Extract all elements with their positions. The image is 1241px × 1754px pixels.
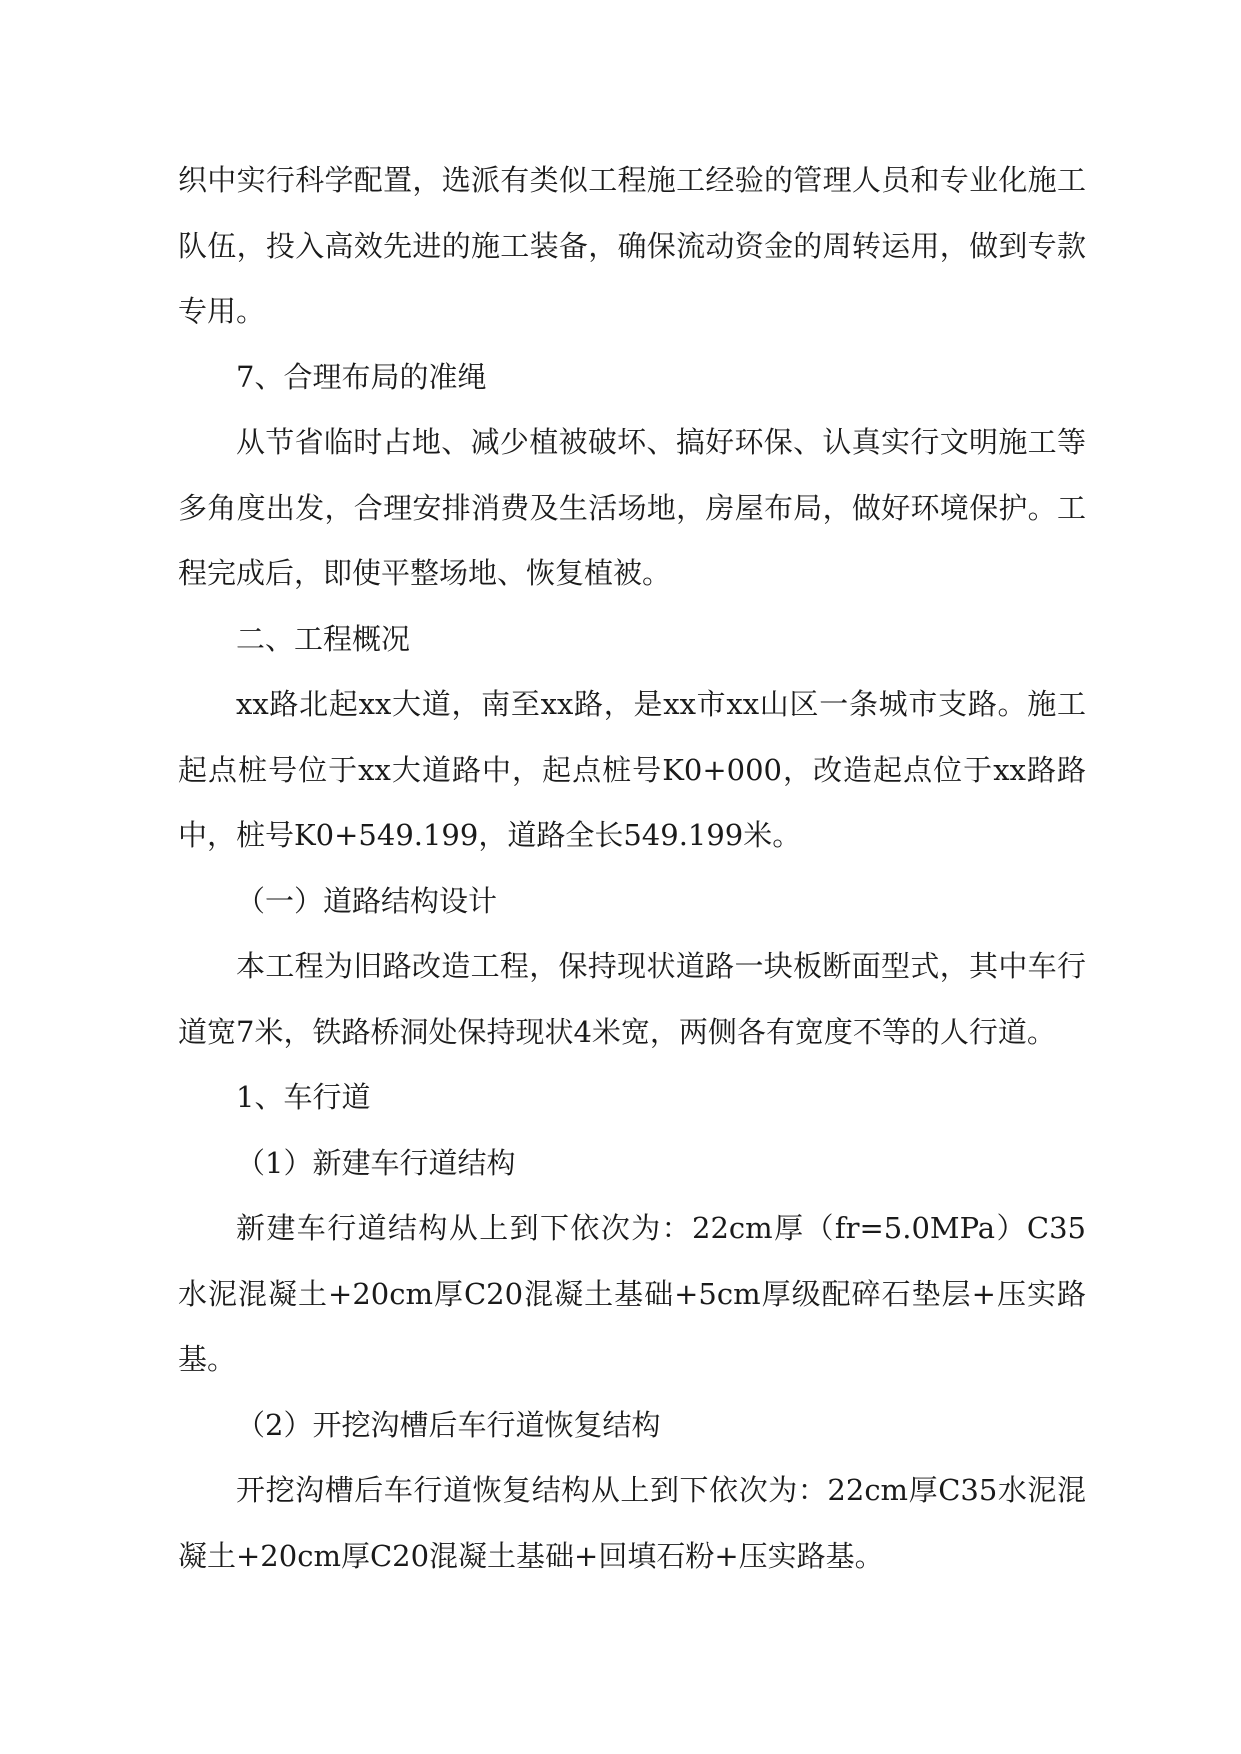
- paragraph-road-structure: 本工程为旧路改造工程，保持现状道路一块板断面型式，其中车行道宽7米，铁路桥洞处保持现状4米宽，两侧各有宽度不等的人行道。: [178, 949, 1086, 1049]
- section-heading-project-overview: 二、工程概况: [236, 621, 411, 656]
- subsection-heading-restored-carriageway: （2）开挖沟槽后车行道恢复结构: [236, 1407, 661, 1442]
- paragraph-restored-carriageway: 开挖沟槽后车行道恢复结构从上到下依次为：22cm厚C35水泥混凝土+20cm厚C20混凝土基础+回填石粉+压实路基。: [178, 1473, 1086, 1573]
- paragraph-new-carriageway: 新建车行道结构从上到下依次为：22cm厚（fr=5.0MPa）C35水泥混凝土+20cm厚C20混凝土基础+5cm厚级配碎石垫层+压实路基。: [178, 1211, 1086, 1376]
- subsection-heading-new-carriageway: （1）新建车行道结构: [236, 1145, 516, 1180]
- paragraph-layout-principle: 从节省临时占地、减少植被破坏、搞好环保、认真实行文明施工等多角度出发，合理安排消费及生活场地，房屋布局，做好环境保护。工程完成后，即使平整场地、恢复植被。: [178, 425, 1086, 590]
- section-heading-carriageway: 1、车行道: [236, 1080, 371, 1114]
- section-heading-layout-principle: 7、合理布局的准绳: [236, 359, 487, 394]
- subsection-heading-road-structure: （一）道路结构设计: [236, 883, 498, 918]
- paragraph-continuation: 织中实行科学配置，选派有类似工程施工经验的管理人员和专业化施工队伍，投入高效先进的施工装备，确保流动资金的周转运用，做到专款专用。: [178, 163, 1086, 328]
- document-body: [178, 148, 1086, 1589]
- paragraph-project-overview: xx路北起xx大道，南至xx路，是xx市xx山区一条城市支路。施工起点桩号位于xx大道路中，起点桩号K0+000，改造起点位于xx路路中，桩号K0+549.199，道路全长549.199米。: [178, 687, 1086, 852]
